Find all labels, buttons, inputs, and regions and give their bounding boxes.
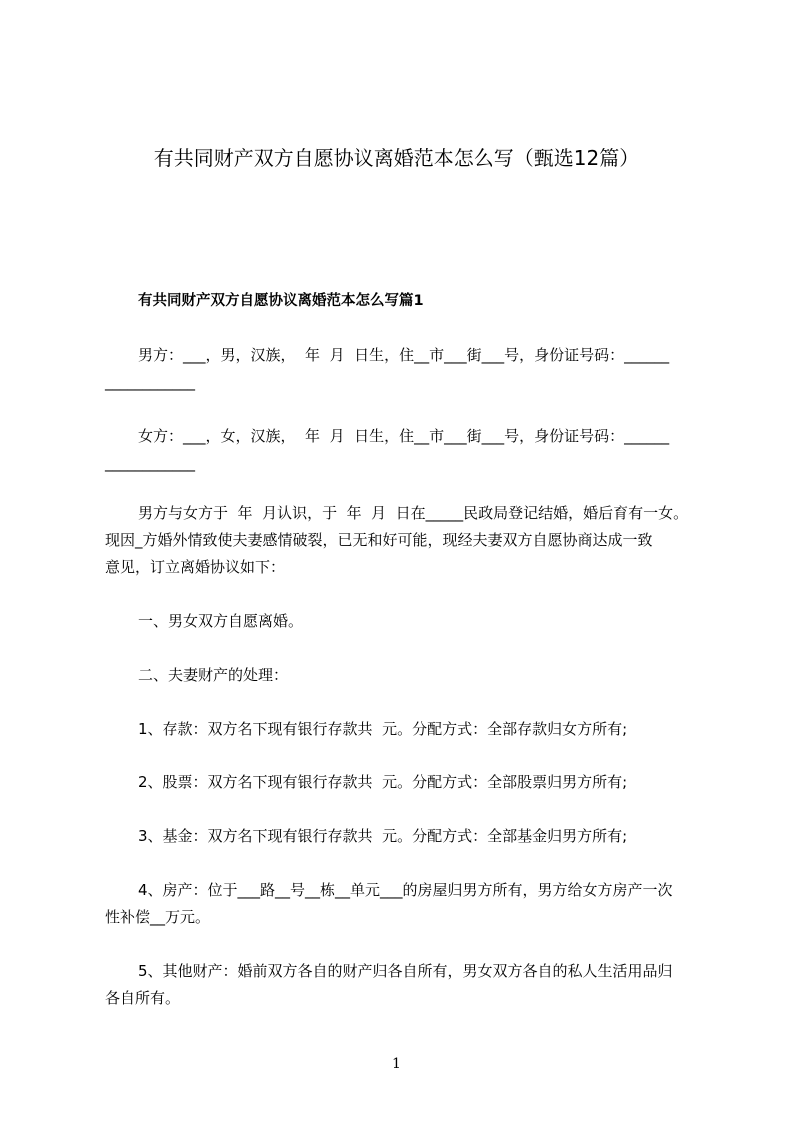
male-party-line-continued: ____________ bbox=[105, 373, 195, 391]
female-party-line: 女方：___，女，汉族， 年 月 日生，住__市___街___号，身份证号码：______ bbox=[138, 427, 670, 445]
property-item-3: 3、基金：双方名下现有银行存款共 元。分配方式：全部基金归男方所有; bbox=[138, 827, 628, 845]
page-number: 1 bbox=[392, 1056, 401, 1072]
female-party-line-continued: ____________ bbox=[105, 454, 195, 472]
clause-2: 二、夫妻财产的处理： bbox=[138, 666, 289, 684]
clause-1: 一、男女双方自愿离婚。 bbox=[138, 612, 304, 630]
property-item-4-continued: 性补偿__万元。 bbox=[105, 908, 211, 926]
property-item-2: 2、股票：双方名下现有银行存款共 元。分配方式：全部股票归男方所有; bbox=[138, 773, 628, 791]
section-heading: 有共同财产双方自愿协议离婚范本怎么写篇1 bbox=[138, 293, 424, 309]
document-title: 有共同财产双方自愿协议离婚范本怎么写（甄选12篇） bbox=[153, 146, 640, 170]
property-item-1: 1、存款：双方名下现有银行存款共 元。分配方式：全部存款归女方所有; bbox=[138, 720, 628, 738]
male-party-line: 男方：___，男，汉族， 年 月 日生，住__市___街___号，身份证号码：______ bbox=[138, 346, 670, 364]
property-item-5-continued: 各自所有。 bbox=[105, 989, 181, 1007]
property-item-5: 5、其他财产：婚前双方各自的财产归各自所有，男女双方各自的私人生活用品归 bbox=[138, 962, 673, 980]
intro-paragraph-line: 男方与女方于 年 月认识，于 年 月 日在_____民政局登记结婚，婚后育有一女。 bbox=[138, 504, 689, 522]
intro-paragraph-line: 现因_方婚外情致使夫妻感情破裂，已无和好可能，现经夫妻双方自愿协商达成一致 bbox=[105, 531, 653, 549]
property-item-4: 4、房产：位于___路__号__栋__单元___的房屋归男方所有，男方给女方房产一次 bbox=[138, 881, 673, 899]
intro-paragraph-line: 意见，订立离婚协议如下： bbox=[105, 558, 286, 576]
